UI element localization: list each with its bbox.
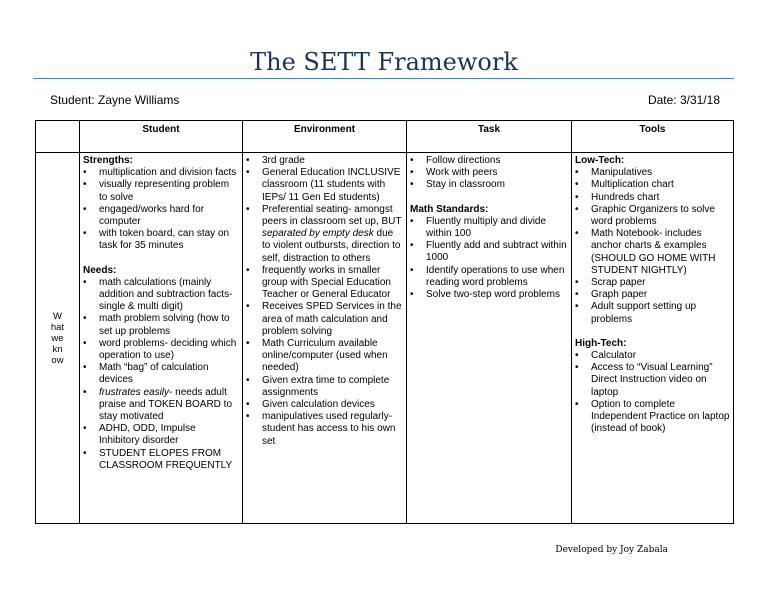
needs-heading: Needs: [83, 264, 117, 276]
title-divider [33, 78, 734, 79]
task-list [410, 155, 568, 192]
list-item: • Given extra time to complete assignments [246, 375, 403, 399]
list-item: • Option to complete Independent Practice on laptop (instead of book) [575, 399, 730, 436]
list-item: • Receives SPED Services in the area of math calculation and problem solving [246, 301, 403, 338]
list-item: • Math Notebook- includes anchor charts & examples (SHOULD GO HOME WITH STUDENT NIGHTLY) [575, 228, 730, 277]
list-item: • Identify operations to use when reading word problems [410, 265, 568, 289]
date: Date: 3/31/18 [647, 93, 720, 107]
list-item: • Work with peers [410, 167, 568, 179]
list-item: • word problems- deciding which operation to use) [83, 338, 239, 362]
high-tech-list [575, 350, 730, 435]
row-label [36, 153, 80, 524]
row-label-line: we [51, 332, 64, 344]
list-item: • frequently works in smaller group with Special Education Teacher or General Educator [246, 265, 403, 302]
list-item: • 3rd grade [246, 155, 403, 167]
row-label-line: W [53, 310, 62, 322]
list-item: • math calculations (mainly addition and subtraction facts- single & multi digit) [83, 277, 239, 314]
seating-italic: separated by empty desk [262, 228, 374, 240]
list-item: • Fluently multiply and divide within 100 [410, 216, 568, 240]
tools-cell [572, 153, 734, 524]
list-item: • multiplication and division facts [83, 167, 239, 179]
row-label-line: ow [51, 354, 64, 366]
seating-part1: Preferential seating- amongst peers in classroom set up, BUT [262, 203, 402, 228]
list-item: • Math “bag” of calculation devices [83, 362, 239, 386]
student-name: Student: Zayne Williams [50, 93, 180, 107]
footer-credit: Developed by Joy Zabala [555, 545, 668, 555]
list-item: • math problem solving (how to set up problems [83, 313, 239, 337]
list-item: • Hundreds chart [575, 192, 730, 204]
list-item [246, 204, 403, 265]
frustrates-italic: frustrates easily [99, 386, 170, 398]
strengths-heading: Strengths: [83, 155, 133, 166]
math-standards-heading: Math Standards: [410, 203, 489, 215]
page-title: The SETT Framework [250, 48, 518, 76]
needs-list [83, 277, 239, 472]
list-item: • engaged/works hard for computer [83, 204, 239, 228]
student-cell [80, 153, 243, 524]
high-tech-heading: High-Tech: [575, 337, 627, 349]
row-label-line: hat [50, 321, 65, 333]
low-tech-heading: Low-Tech: [575, 155, 625, 166]
header-tools: Tools [572, 121, 734, 153]
list-item: • Multiplication chart [575, 179, 730, 191]
seating-part2: due to violent outbursts, direction to self, distraction to others [262, 228, 401, 264]
what-we-know-row [36, 153, 734, 524]
list-item: • Graphic Organizers to solve word problems [575, 204, 730, 228]
list-item: • Solve two-step word problems [410, 289, 568, 301]
list-item: • Fluently add and subtract within 1000 [410, 240, 568, 264]
list-item: • Adult support setting up problems [575, 301, 730, 325]
list-item: • with token board, can stay on task for 35 minutes [83, 228, 239, 252]
list-item [83, 387, 239, 424]
list-item: • Scrap paper [575, 277, 730, 289]
list-item: • Manipulatives [575, 167, 730, 179]
environment-list [246, 155, 403, 448]
strengths-list [83, 167, 239, 252]
list-item: • STUDENT ELOPES FROM CLASSROOM FREQUENTLY [83, 448, 239, 472]
sett-table [35, 120, 734, 524]
header-task: Task [407, 121, 572, 153]
low-tech-list [575, 167, 730, 326]
task-cell [407, 153, 572, 524]
list-item: • visually representing problem to solve [83, 179, 239, 203]
list-item: • ADHD, ODD, Impulse Inhibitory disorder [83, 423, 239, 447]
list-item: • manipulatives used regularly- student has access to his own set [246, 411, 403, 448]
list-item: • Stay in classroom [410, 179, 568, 191]
header-environment: Environment [243, 121, 407, 153]
list-item: • Follow directions [410, 155, 568, 167]
standards-list [410, 216, 568, 301]
environment-cell [243, 153, 407, 524]
header-blank [36, 121, 80, 153]
list-item: • Calculator [575, 350, 730, 362]
list-item: • Given calculation devices [246, 399, 403, 411]
list-item: • Graph paper [575, 289, 730, 301]
row-label-line: kn [52, 343, 63, 355]
header-student: Student [80, 121, 243, 153]
frustrates-rest: - needs adult praise and TOKEN BOARD to stay motivated [99, 386, 233, 423]
list-item: • Access to “Visual Learning” Direct Instruction video on laptop [575, 362, 730, 399]
list-item: • General Education INCLUSIVE classroom (11 students with IEPs/ 11 Gen Ed students) [246, 167, 403, 204]
header-row [36, 121, 734, 153]
list-item: • Math Curriculum available online/computer (used when needed) [246, 338, 403, 375]
